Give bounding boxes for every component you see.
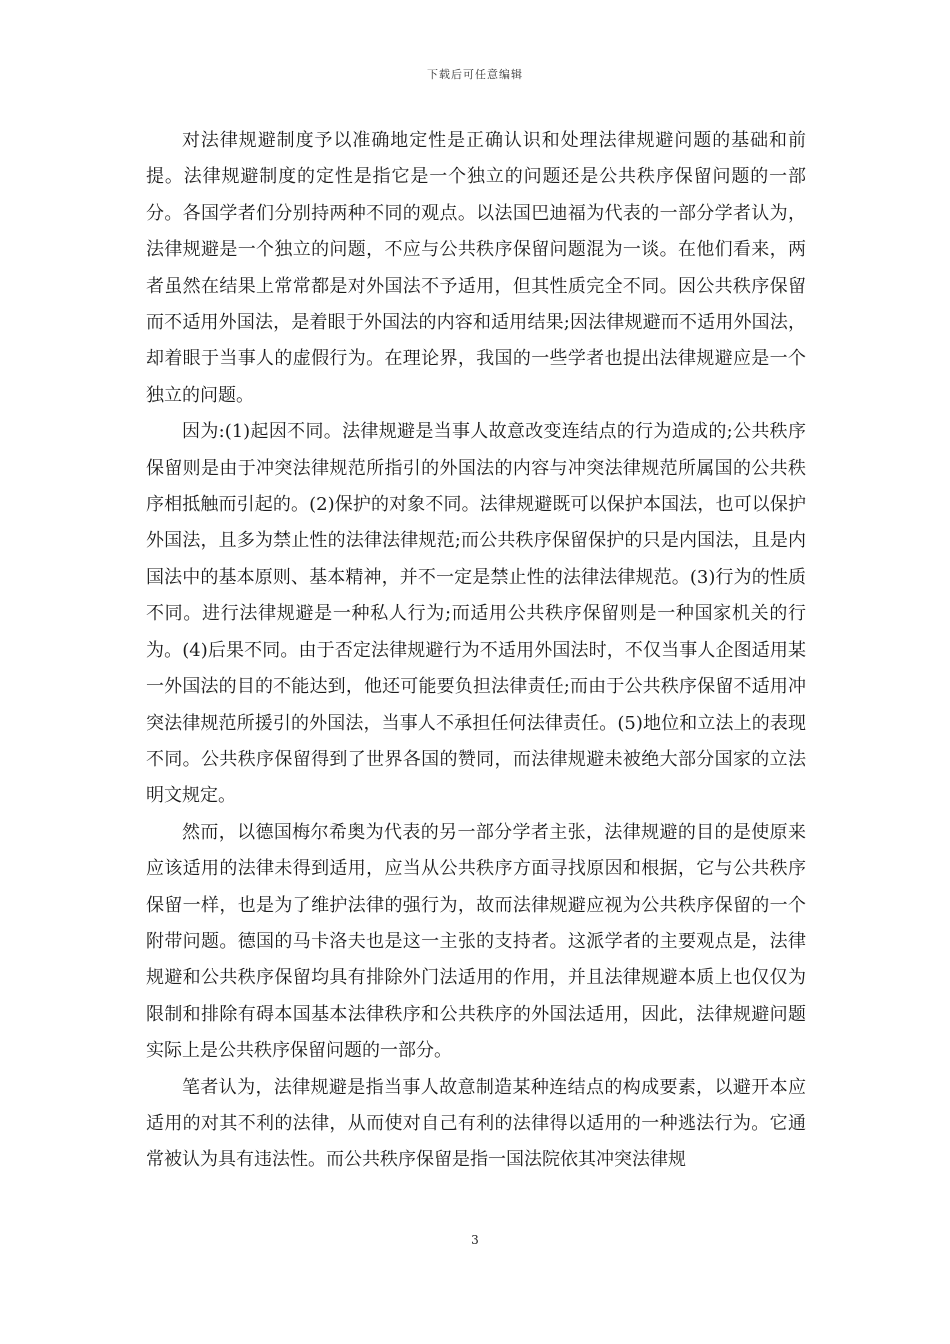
- page-number: 3: [471, 1233, 479, 1247]
- paragraph-3: 然而，以德国梅尔希奥为代表的另一部分学者主张，法律规避的目的是使原来应该适用的法律未得到适用，应当从公共秩序方面寻找原因和根据，它与公共秩序保留一样，也是为了维护法律的强行为，故而法律规避应视为公共秩序保留的一个附带问题。德国的马卡洛夫也是这一主张的支持者。这派学者的主要观点是，法律规避和公共秩序保留均具有排除外门法适用的作用，并且法律规避本质上也仅仅为限制和排除有碍本国基本法律秩序和公共秩序的外国法适用，因此，法律规避问题实际上是公共秩序保留问题的一部分。: [146, 821, 806, 1062]
- page-header: 下载后可任意编辑: [427, 68, 523, 81]
- paragraph-2: 因为:(1)起因不同。法律规避是当事人故意改变连结点的行为造成的;公共秩序保留则是由于冲突法律规范所指引的外国法的内容与冲突法律规范所属国的公共秩序相抵触而引起的。(2)保护的对象不同。法律规避既可以保护本国法，也可以保护外国法，且多为禁止性的法律法律规范;而公共秩序保留保护的只是内国法，且是内国法中的基本原则、基本精神，并不一定是禁止性的法律法律规范。(3)行为的性质不同。进行法律规避是一种私人行为;而适用公共秩序保留则是一种国家机关的行为。(4)后果不同。由于否定法律规避行为不适用外国法时，不仅当事人企图适用某一外国法的目的不能达到，他还可能要负担法律责任;而由于公共秩序保留不适用冲突法律规范所援引的外国法，当事人不承担任何法律责任。(5)地位和立法上的表现不同。公共秩序保留得到了世界各国的赞同，而法律规避未被绝大部分国家的立法明文规定。: [146, 421, 806, 807]
- paragraph-1: 对法律规避制度予以准确地定性是正确认识和处理法律规避问题的基础和前提。法律规避制度的定性是指它是一个独立的问题还是公共秩序保留问题的一部分。各国学者们分别持两种不同的观点。以法国巴迪福为代表的一部分学者认为，法律规避是一个独立的问题，不应与公共秩序保留问题混为一谈。在他们看来，两者虽然在结果上常常都是对外国法不予适用，但其性质完全不同。因公共秩序保留而不适用外国法，是着眼于外国法的内容和适用结果;因法律规避而不适用外国法，却着眼于当事人的虚假行为。在理论界，我国的一些学者也提出法律规避应是一个独立的问题。: [146, 130, 806, 406]
- document-body: [146, 123, 806, 1179]
- paragraph-4: 笔者认为，法律规避是指当事人故意制造某种连结点的构成要素，以避开本应适用的对其不利的法律，从而使对自己有利的法律得以适用的一种逃法行为。它通常被认为具有违法性。而公共秩序保留是指一国法院依其冲突法律规: [146, 1076, 806, 1171]
